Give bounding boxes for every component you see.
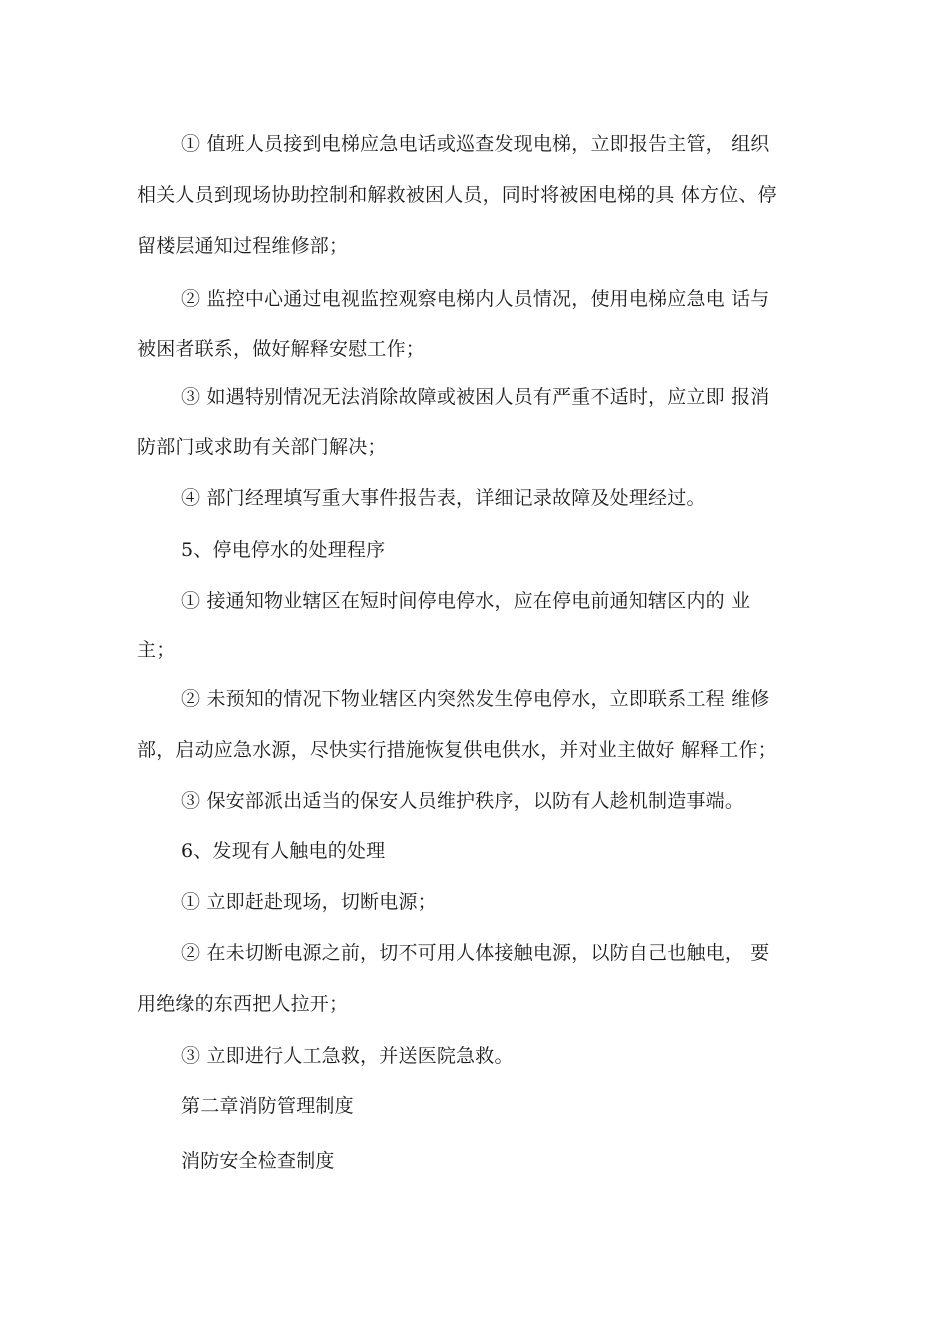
text-line: 被困者联系，做好解释安慰工作； [137, 338, 426, 360]
text-line: 留楼层通知过程维修部； [137, 235, 349, 257]
text-line: ③ 保安部派出适当的保安人员维护秩序，以防有人趁机制造事端。 [181, 790, 745, 812]
text-line: ③ 立即进行人工急救，并送医院急救。 [181, 1045, 514, 1067]
text-line: ④ 部门经理填写重大事件报告表，详细记录故障及处理经过。 [181, 487, 706, 509]
section-heading: 6、发现有人触电的处理 [181, 840, 386, 862]
text-line: ② 监控中心通过电视监控观察电梯内人员情况，使用电梯应急电 话与 [181, 288, 770, 310]
chapter-title: 第二章消防管理制度 [181, 1095, 354, 1117]
text-line: 用绝缘的东西把人拉开； [137, 993, 349, 1015]
text-line: 部，启动应急水源，尽快实行措施恢复供电供水，并对业主做好 解释工作； [137, 739, 777, 761]
text-line: 主； [137, 639, 176, 661]
text-line: ② 在未切断电源之前，切不可用人体接触电源，以防自己也触电， 要 [181, 942, 770, 964]
text-line: ② 未预知的情况下物业辖区内突然发生停电停水，立即联系工程 维修 [181, 688, 770, 710]
text-line: ① 值班人员接到电梯应急电话或巡查发现电梯，立即报告主管， 组织 [181, 133, 770, 155]
text-line: ① 立即赶赴现场，切断电源； [181, 891, 437, 913]
text-line: ① 接通知物业辖区在短时间停电停水，应在停电前通知辖区内的 业 [181, 590, 751, 612]
text-line: 防部门或求助有关部门解决； [137, 436, 387, 458]
section-title: 消防安全检查制度 [181, 1150, 335, 1172]
text-line: ③ 如遇特别情况无法消除故障或被困人员有严重不适时，应立即 报消 [181, 386, 770, 408]
text-line: 相关人员到现场协助控制和解救被困人员，同时将被困电梯的具 体方位、停 [137, 184, 777, 206]
section-heading: 5、停电停水的处理程序 [181, 539, 386, 561]
